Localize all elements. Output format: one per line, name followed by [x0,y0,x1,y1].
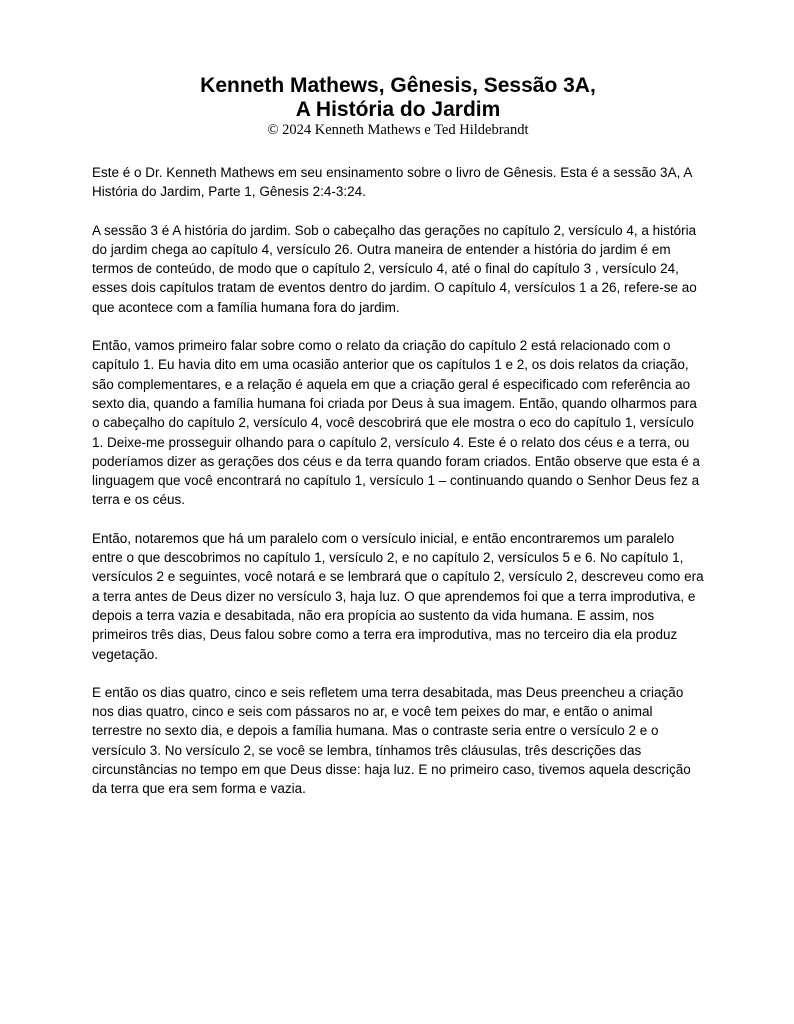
paragraph-session-overview: A sessão 3 é A história do jardim. Sob o cabeçalho das gerações no capítulo 2, versículo 4, a história do jardim chega ao capítulo 4, versículo 26. Outra maneira de entender a história do jardim é em termos de conteúdo, de modo que o capítulo 2, versículo 4, até o final do capítulo 3 , versículo 24, esses dois capítulos tratam de eventos dentro do jardim. O capítulo 4, versículos 1 a 26, refere-se ao que acontece com a família humana fora do jardim. [92,222,697,315]
paragraph-parallel: Então, notaremos que há um paralelo com o versículo inicial, e então encontraremos um paralelo entre o que descobrimos no capítulo 1, versículo 2, e no capítulo 2, versículos 5 e 6. No capítulo 1, versículos 2 e seguintes, você notará e se lembrará que o capítulo 2, versículo 2, descreveu como era a terra antes de Deus dizer no versículo 3, haja luz. O que aprendemos foi que a terra improdutiva, e depois a terra vazia e desabitada, não era propícia ao sustento da vida humana. E assim, nos primeiros três dias, Deus falou sobre como a terra era improdutiva, mas no terceiro dia ela produz vegetação. [92,530,704,662]
title-line-1: Kenneth Mathews, Gênesis, Sessão 3A, [200,74,596,97]
paragraph-creation-relation: Então, vamos primeiro falar sobre como o relato da criação do capítulo 2 está relacionado com o capítulo 1. Eu havia dito em uma ocasião anterior que os capítulos 1 e 2, os dois relatos da criação, são complementares, e a relação é aquela em que a criação geral é especificado com referência ao sexto dia, quando a família humana foi criada por Deus à sua imagem. Então, quando olharmos para o cabeçalho do capítulo 2, versículo 4, você descobrirá que ele mostra o eco do capítulo 1, versículo 1. Deixe-me prosseguir olhando para o capítulo 2, versículo 4. Este é o relato dos céus e a terra, ou poderíamos dizer as gerações dos céus e da terra quando foram criados. Então observe que esta é a linguagem que você encontrará no capítulo 1, versículo 1 – continuando quando o Senhor Deus fez a terra e os céus. [92,338,700,508]
paragraph-intro: Este é o Dr. Kenneth Mathews em seu ensinamento sobre o livro de Gênesis. Esta é a sessão 3A, A História do Jardim, Parte 1, Gênesis 2:4-3:24. [92,165,692,200]
title-line-2: A História do Jardim [295,98,501,121]
document-title [92,74,704,122]
document-page [92,74,704,818]
paragraph-days-four-to-six: E então os dias quatro, cinco e seis refletem uma terra desabitada, mas Deus preencheu a criação nos dias quatro, cinco e seis com pássaros no ar, e você tem peixes do mar, e então o animal terrestre no sexto dia, e depois a família humana. Mas o contraste seria entre o versículo 2 e o versículo 3. No versículo 2, se você se lembra, tínhamos três cláusulas, três descrições das circunstâncias no tempo em que Deus disse: haja luz. E no primeiro caso, tivemos aquela descrição da terra que era sem forma e vazia. [92,684,691,797]
copyright-notice: © 2024 Kenneth Mathews e Ted Hildebrandt [267,122,529,138]
